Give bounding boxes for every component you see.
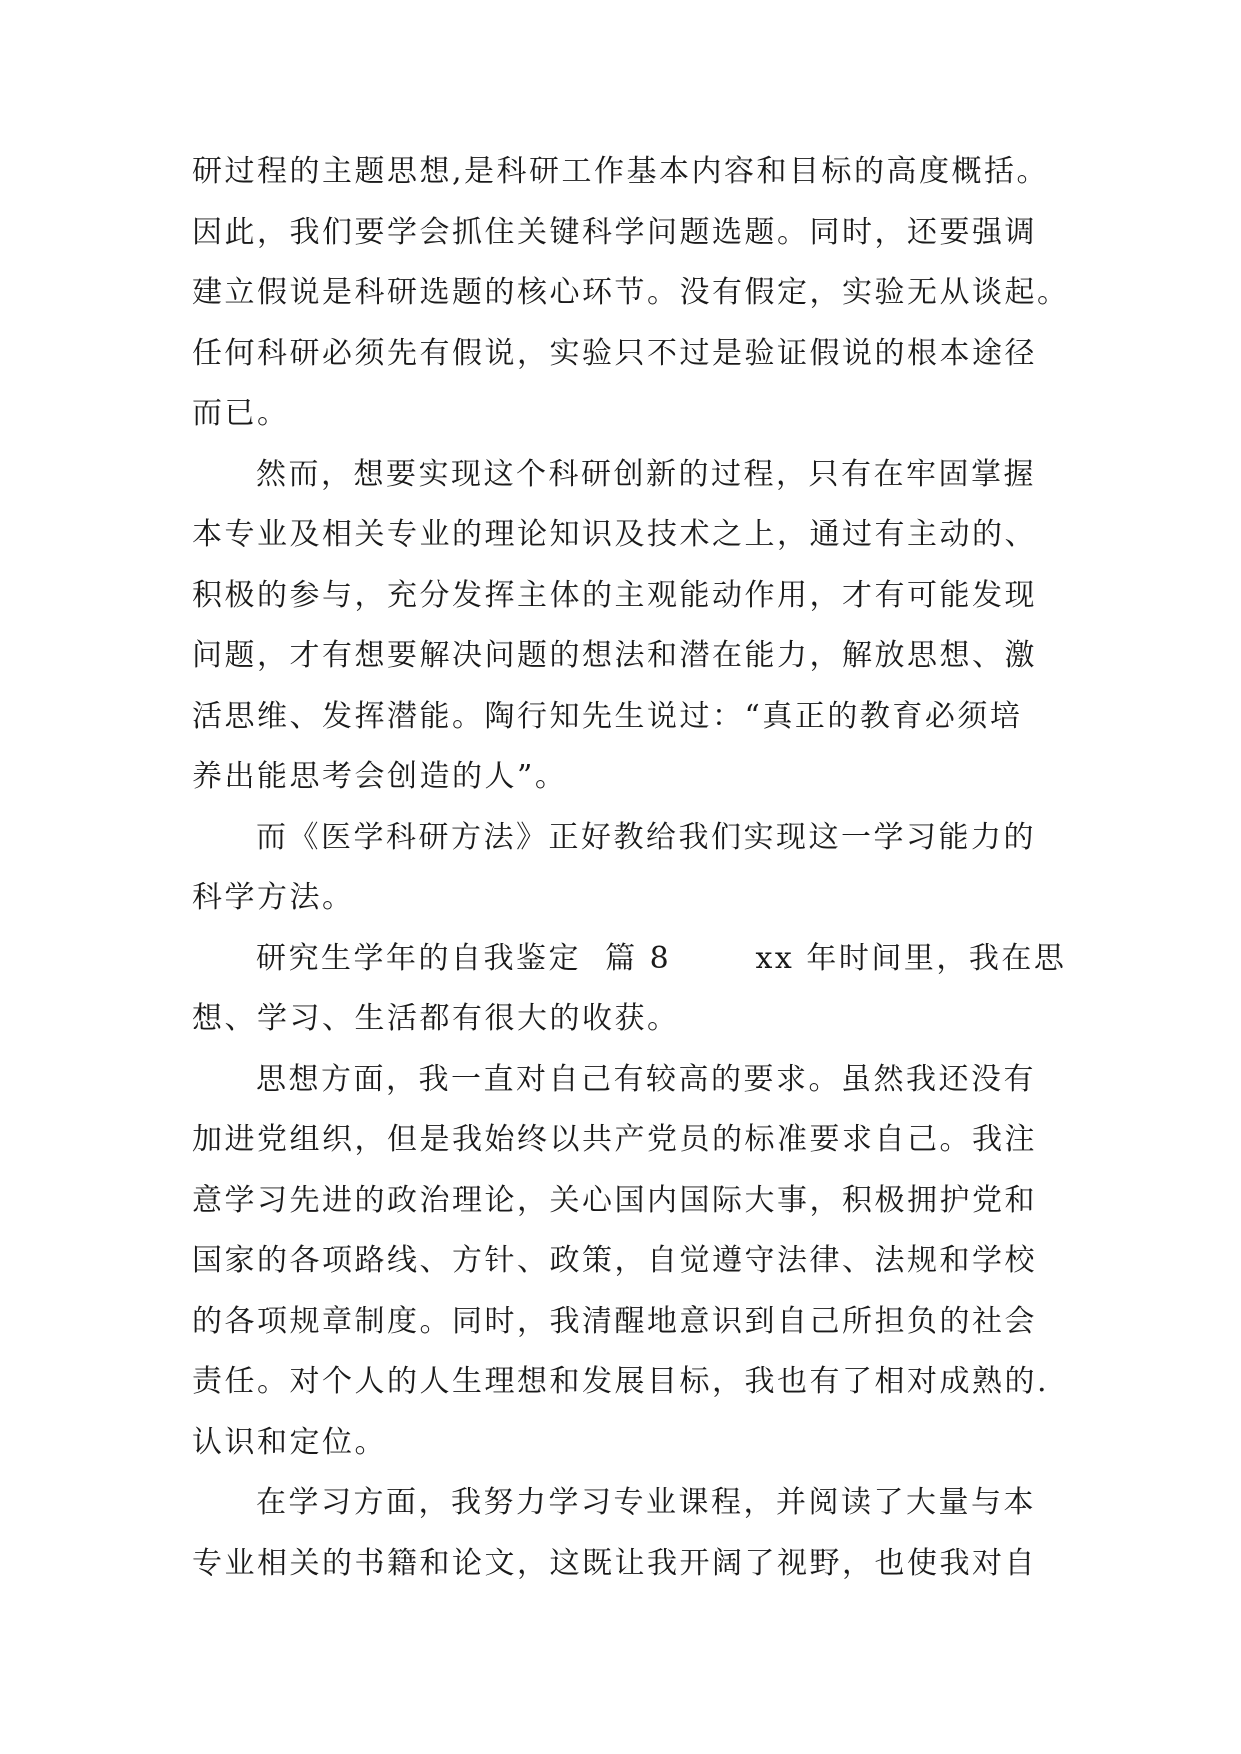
text-line: 因此，我们要学会抓住关键科学问题选题。同时，还要强调 (192, 215, 1037, 250)
text-line: 意学习先进的政治理论，关心国内国际大事，积极拥护党和 (192, 1183, 1037, 1218)
text-line: 任何科研必须先有假说，实验只不过是验证假说的根本途径 (192, 336, 1037, 371)
text-line: 积极的参与，充分发挥主体的主观能动作用，才有可能发现 (192, 578, 1037, 613)
text-line: 专业相关的书籍和论文，这既让我开阔了视野，也使我对自 (192, 1546, 1037, 1581)
paragraph-start-line: 思想方面，我一直对自己有较高的要求。虽然我还没有 (256, 1062, 1036, 1097)
text-line: 责任。对个人的人生理想和发展目标，我也有了相对成熟的. (192, 1364, 1050, 1399)
text-line: 加进党组织，但是我始终以共产党员的标准要求自己。我注 (192, 1122, 1037, 1157)
paragraph-start-line: 在学习方面，我努力学习专业课程，并阅读了大量与本 (256, 1485, 1036, 1520)
text-line: 的各项规章制度。同时，我清醒地意识到自己所担负的社会 (192, 1304, 1037, 1339)
text-line: 本专业及相关专业的理论知识及技术之上，通过有主动的、 (192, 517, 1037, 552)
text-line: 想、学习、生活都有很大的收获。 (192, 1001, 680, 1036)
text-line: 建立假说是科研选题的核心环节。没有假定，实验无从谈起。 (192, 275, 1070, 310)
text-line: 国家的各项路线、方针、政策，自觉遵守法律、法规和学校 (192, 1243, 1037, 1278)
text-line: 问题，才有想要解决问题的想法和潜在能力，解放思想、激 (192, 638, 1037, 673)
paragraph-start-line: 然而，想要实现这个科研创新的过程，只有在牢固掌握 (256, 457, 1036, 492)
text-line: 养出能思考会创造的人”。 (192, 759, 568, 794)
text-line: 研过程的主题思想,是科研工作基本内容和目标的高度概括。 (192, 154, 1050, 189)
text-line: 活思维、发挥潜能。陶行知先生说过：“真正的教育必须培 (192, 699, 1023, 734)
text-line: 而已。 (192, 396, 290, 431)
text-line: 科学方法。 (192, 880, 355, 915)
text-line: 认识和定位。 (192, 1425, 387, 1460)
section-heading-line: 研究生学年的自我鉴定 篇 8 xx 年时间里，我在思 (256, 941, 1067, 976)
paragraph-start-line: 而《医学科研方法》正好教给我们实现这一学习能力的 (256, 820, 1036, 855)
